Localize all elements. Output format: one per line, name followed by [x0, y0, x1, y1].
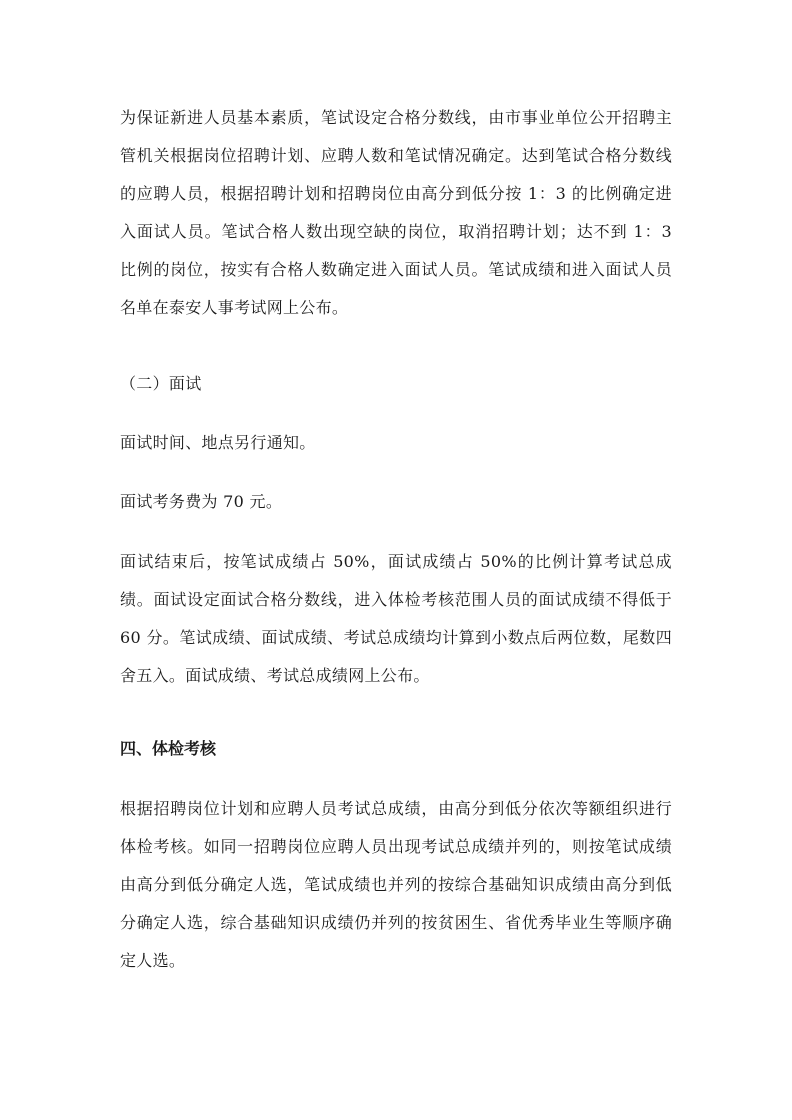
subheading-interview: （二）面试 — [120, 374, 202, 393]
paragraph-score-calculation: 面试结束后，按笔试成绩占 50%，面试成绩占 50%的比例计算考试总成绩。面试设定面试合格分数线，进入体检考核范围人员的面试成绩不得低于 60 分。笔试成绩、面试成绩、考试总成绩均计算到小数点后两位数，尾数四舍五入。面试成绩、考试总成绩网上公布。 — [120, 552, 672, 685]
paragraph-physical-exam: 根据招聘岗位计划和应聘人员考试总成绩，由高分到低分依次等额组织进行体检考核。如同一招聘岗位应聘人员出现考试总成绩并列的，则按笔试成绩由高分到低分确定人选，笔试成绩也并列的按综合基础知识成绩由高分到低分确定人选，综合基础知识成绩仍并列的按贫困生、省优秀毕业生等顺序确定人选。 — [120, 799, 672, 970]
paragraph-interview-time: 面试时间、地点另行通知。 — [120, 433, 316, 452]
paragraph-written-exam-cutoff: 为保证新进人员基本素质，笔试设定合格分数线，由市事业单位公开招聘主管机关根据岗位招聘计划、应聘人数和笔试情况确定。达到笔试合格分数线的应聘人员，根据招聘计划和招聘岗位由高分到低分按 1：3 的比例确定进入面试人员。笔试合格人数出现空缺的岗位，取消招聘计划；达不到 1：3 比例的岗位，按实有合格人数确定进入面试人员。笔试成绩和进入面试人员名单在泰安人事考试网上公布。 — [120, 108, 672, 317]
section-heading-physical-exam: 四、体检考核 — [120, 739, 217, 758]
paragraph-interview-fee: 面试考务费为 70 元。 — [120, 492, 283, 511]
